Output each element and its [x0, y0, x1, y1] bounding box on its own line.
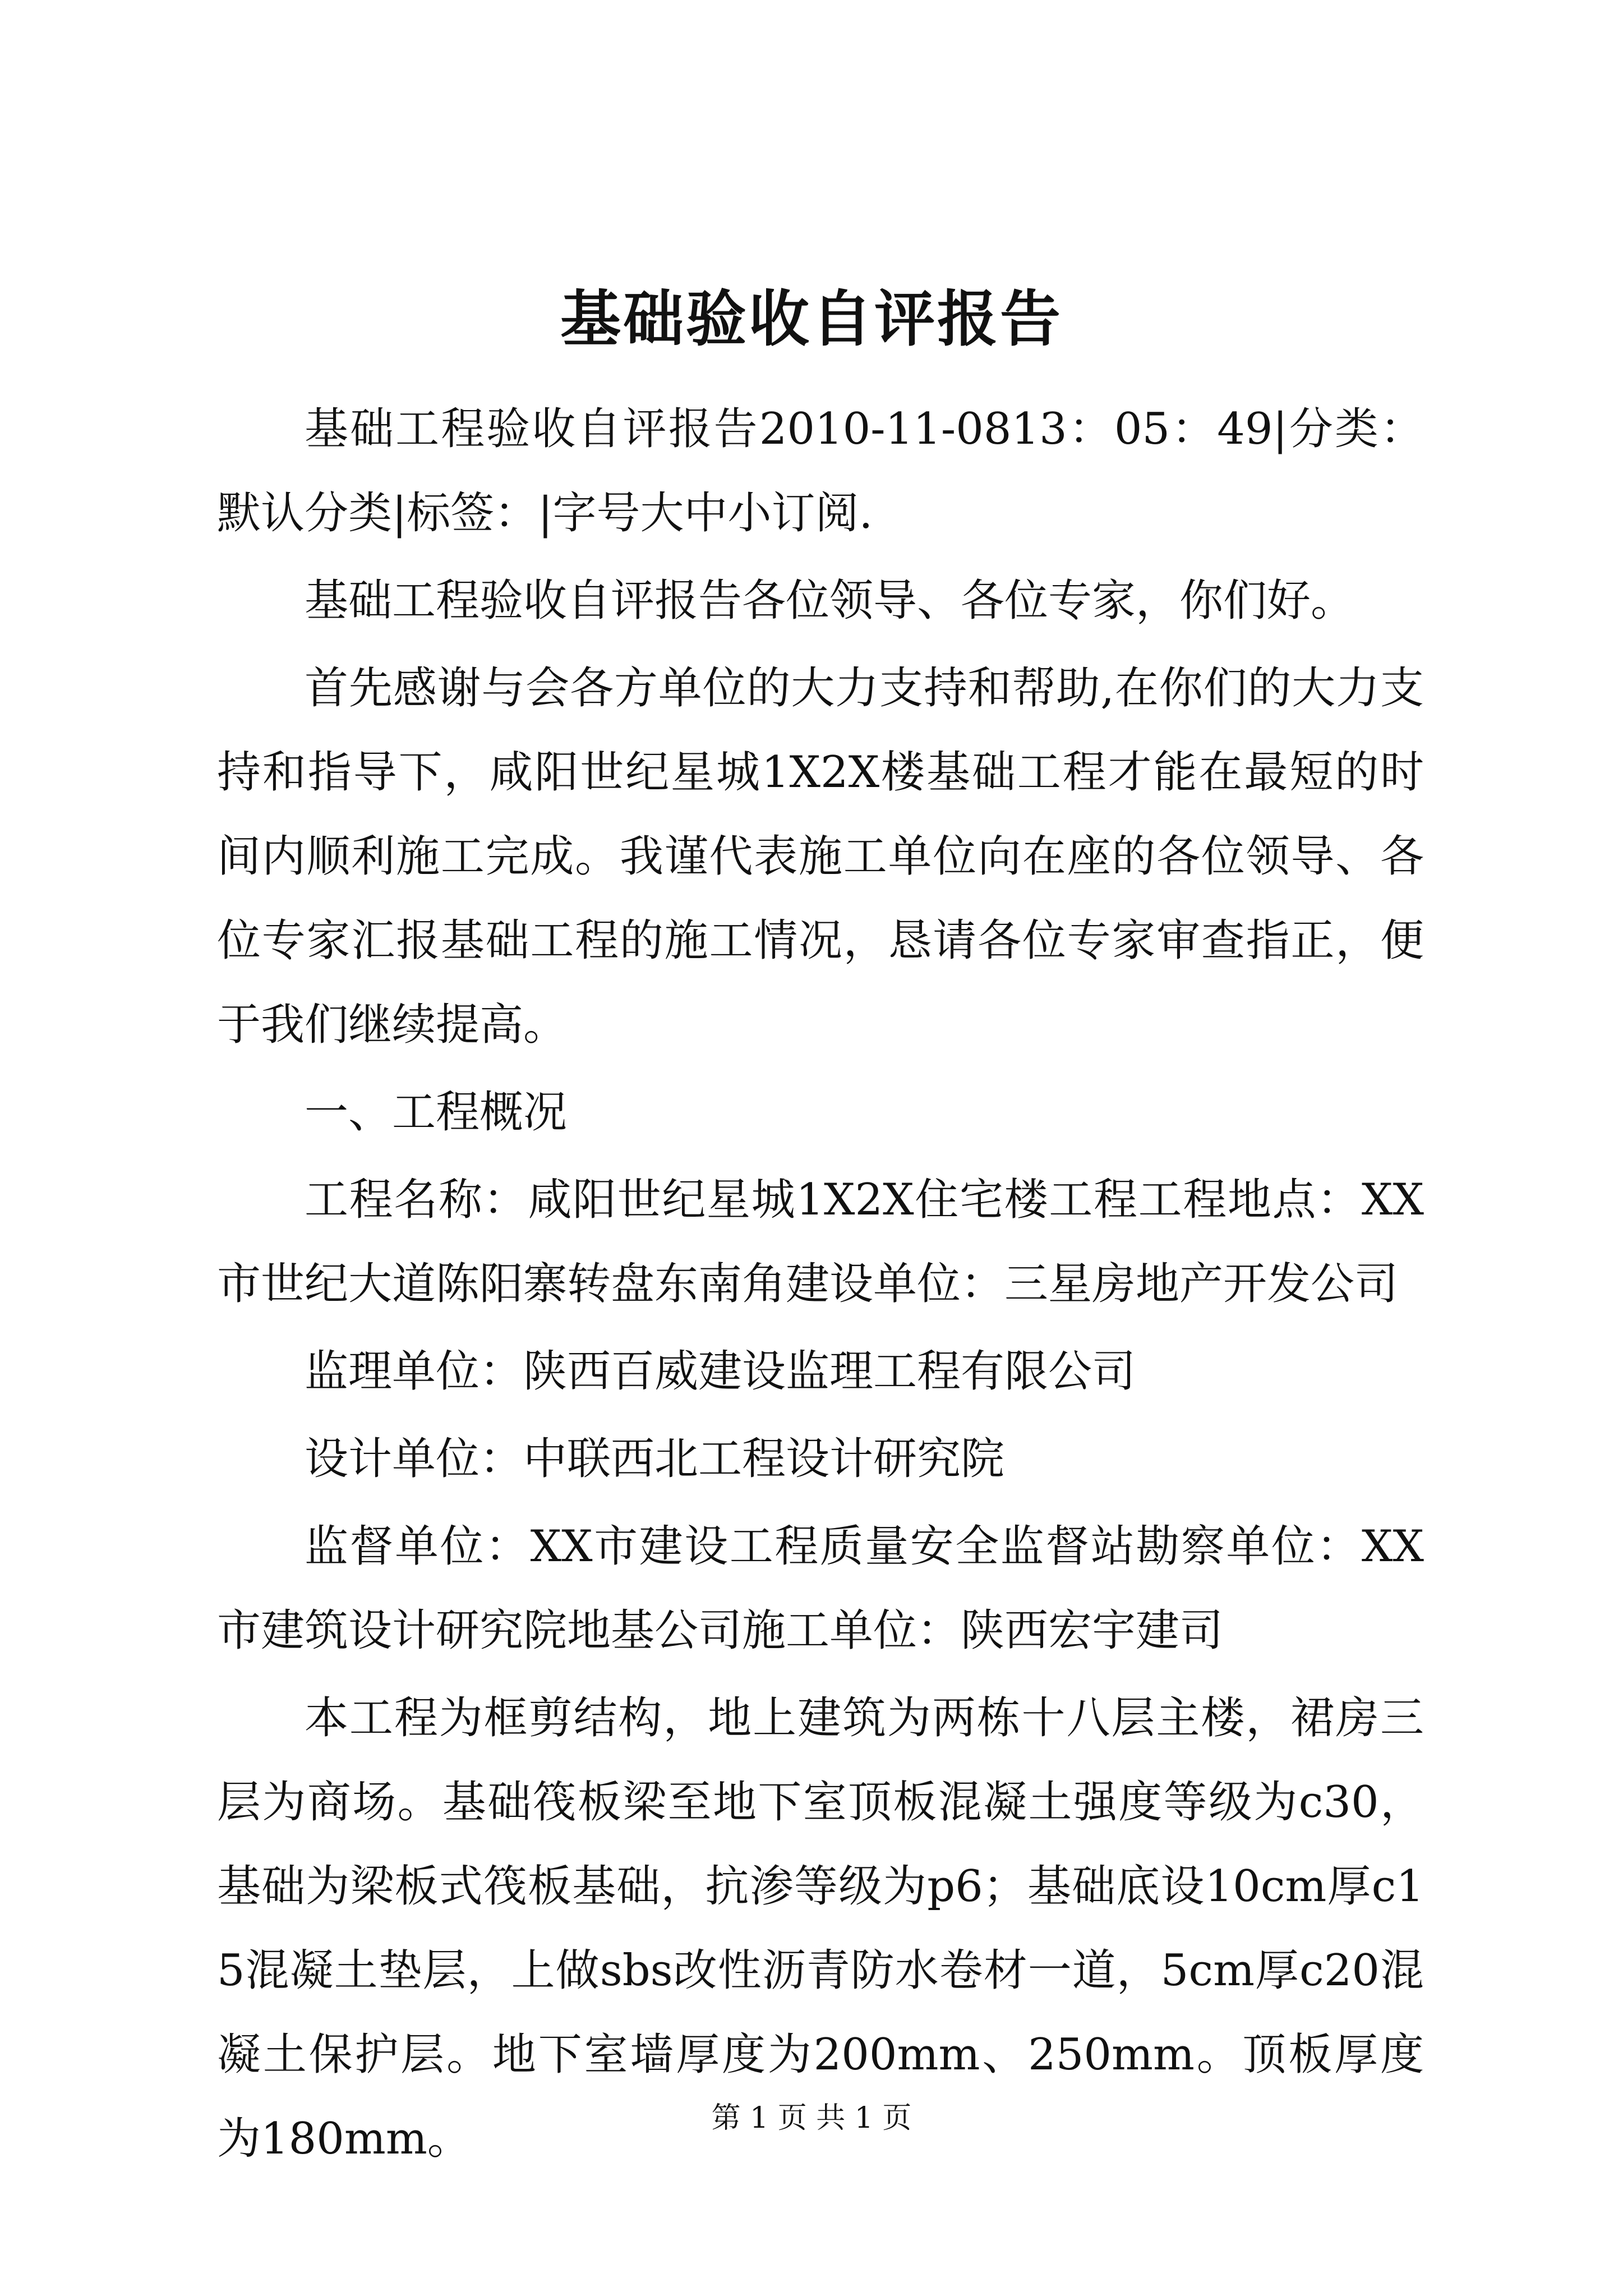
section-heading-overview: 一、工程概况 [305, 1087, 568, 1138]
page-footer: 第 1 页 共 1 页 [711, 2101, 912, 2135]
document-title: 基础验收自评报告 [560, 284, 1063, 355]
paragraph-project-name: 工程名称：咸阳世纪星城1X2X住宅楼工程工程地点：XX市世纪大道陈阳寨转盘东南角建设单位：三星房地产开发公司 [217, 1175, 1424, 1309]
paragraph-oversight-unit: 监督单位：XX市建设工程质量安全监督站勘察单位：XX市建筑设计研究院地基公司施工单位：陕西宏宇建司 [217, 1521, 1424, 1656]
paragraph-design-unit: 设计单位：中联西北工程设计研究院 [305, 1434, 1005, 1484]
paragraph-thanks: 首先感谢与会各方单位的大力支持和帮助,在你们的大力支持和指导下，咸阳世纪星城1X2X楼基础工程才能在最短的时间内顺利施工完成。我谨代表施工单位向在座的各位领导、各位专家汇报基础工程的施工情况，恳请各位专家审查指正，便于我们继续提高。 [217, 663, 1424, 1050]
paragraph-supervision-unit: 监理单位：陕西百威建设监理工程有限公司 [305, 1346, 1136, 1397]
paragraph-meta: 基础工程验收自评报告2010-11-0813：05：49|分类：默认分类|标签：|字号大中小订阅. [217, 404, 1424, 539]
document-body [217, 387, 1424, 2184]
paragraph-greeting: 基础工程验收自评报告各位领导、各位专家，你们好。 [305, 576, 1355, 626]
paragraph-structure: 本工程为框剪结构，地上建筑为两栋十八层主楼，裙房三层为商场。基础筏板梁至地下室顶板混凝土强度等级为c30，基础为梁板式筏板基础，抗渗等级为p6；基础底设10cm厚c15混凝土垫层，上做sbs改性沥青防水卷材一道，5cm厚c20混凝土保护层。地下室墙厚度为200mm、250mm。顶板厚度为180mm。 [217, 1693, 1424, 2164]
